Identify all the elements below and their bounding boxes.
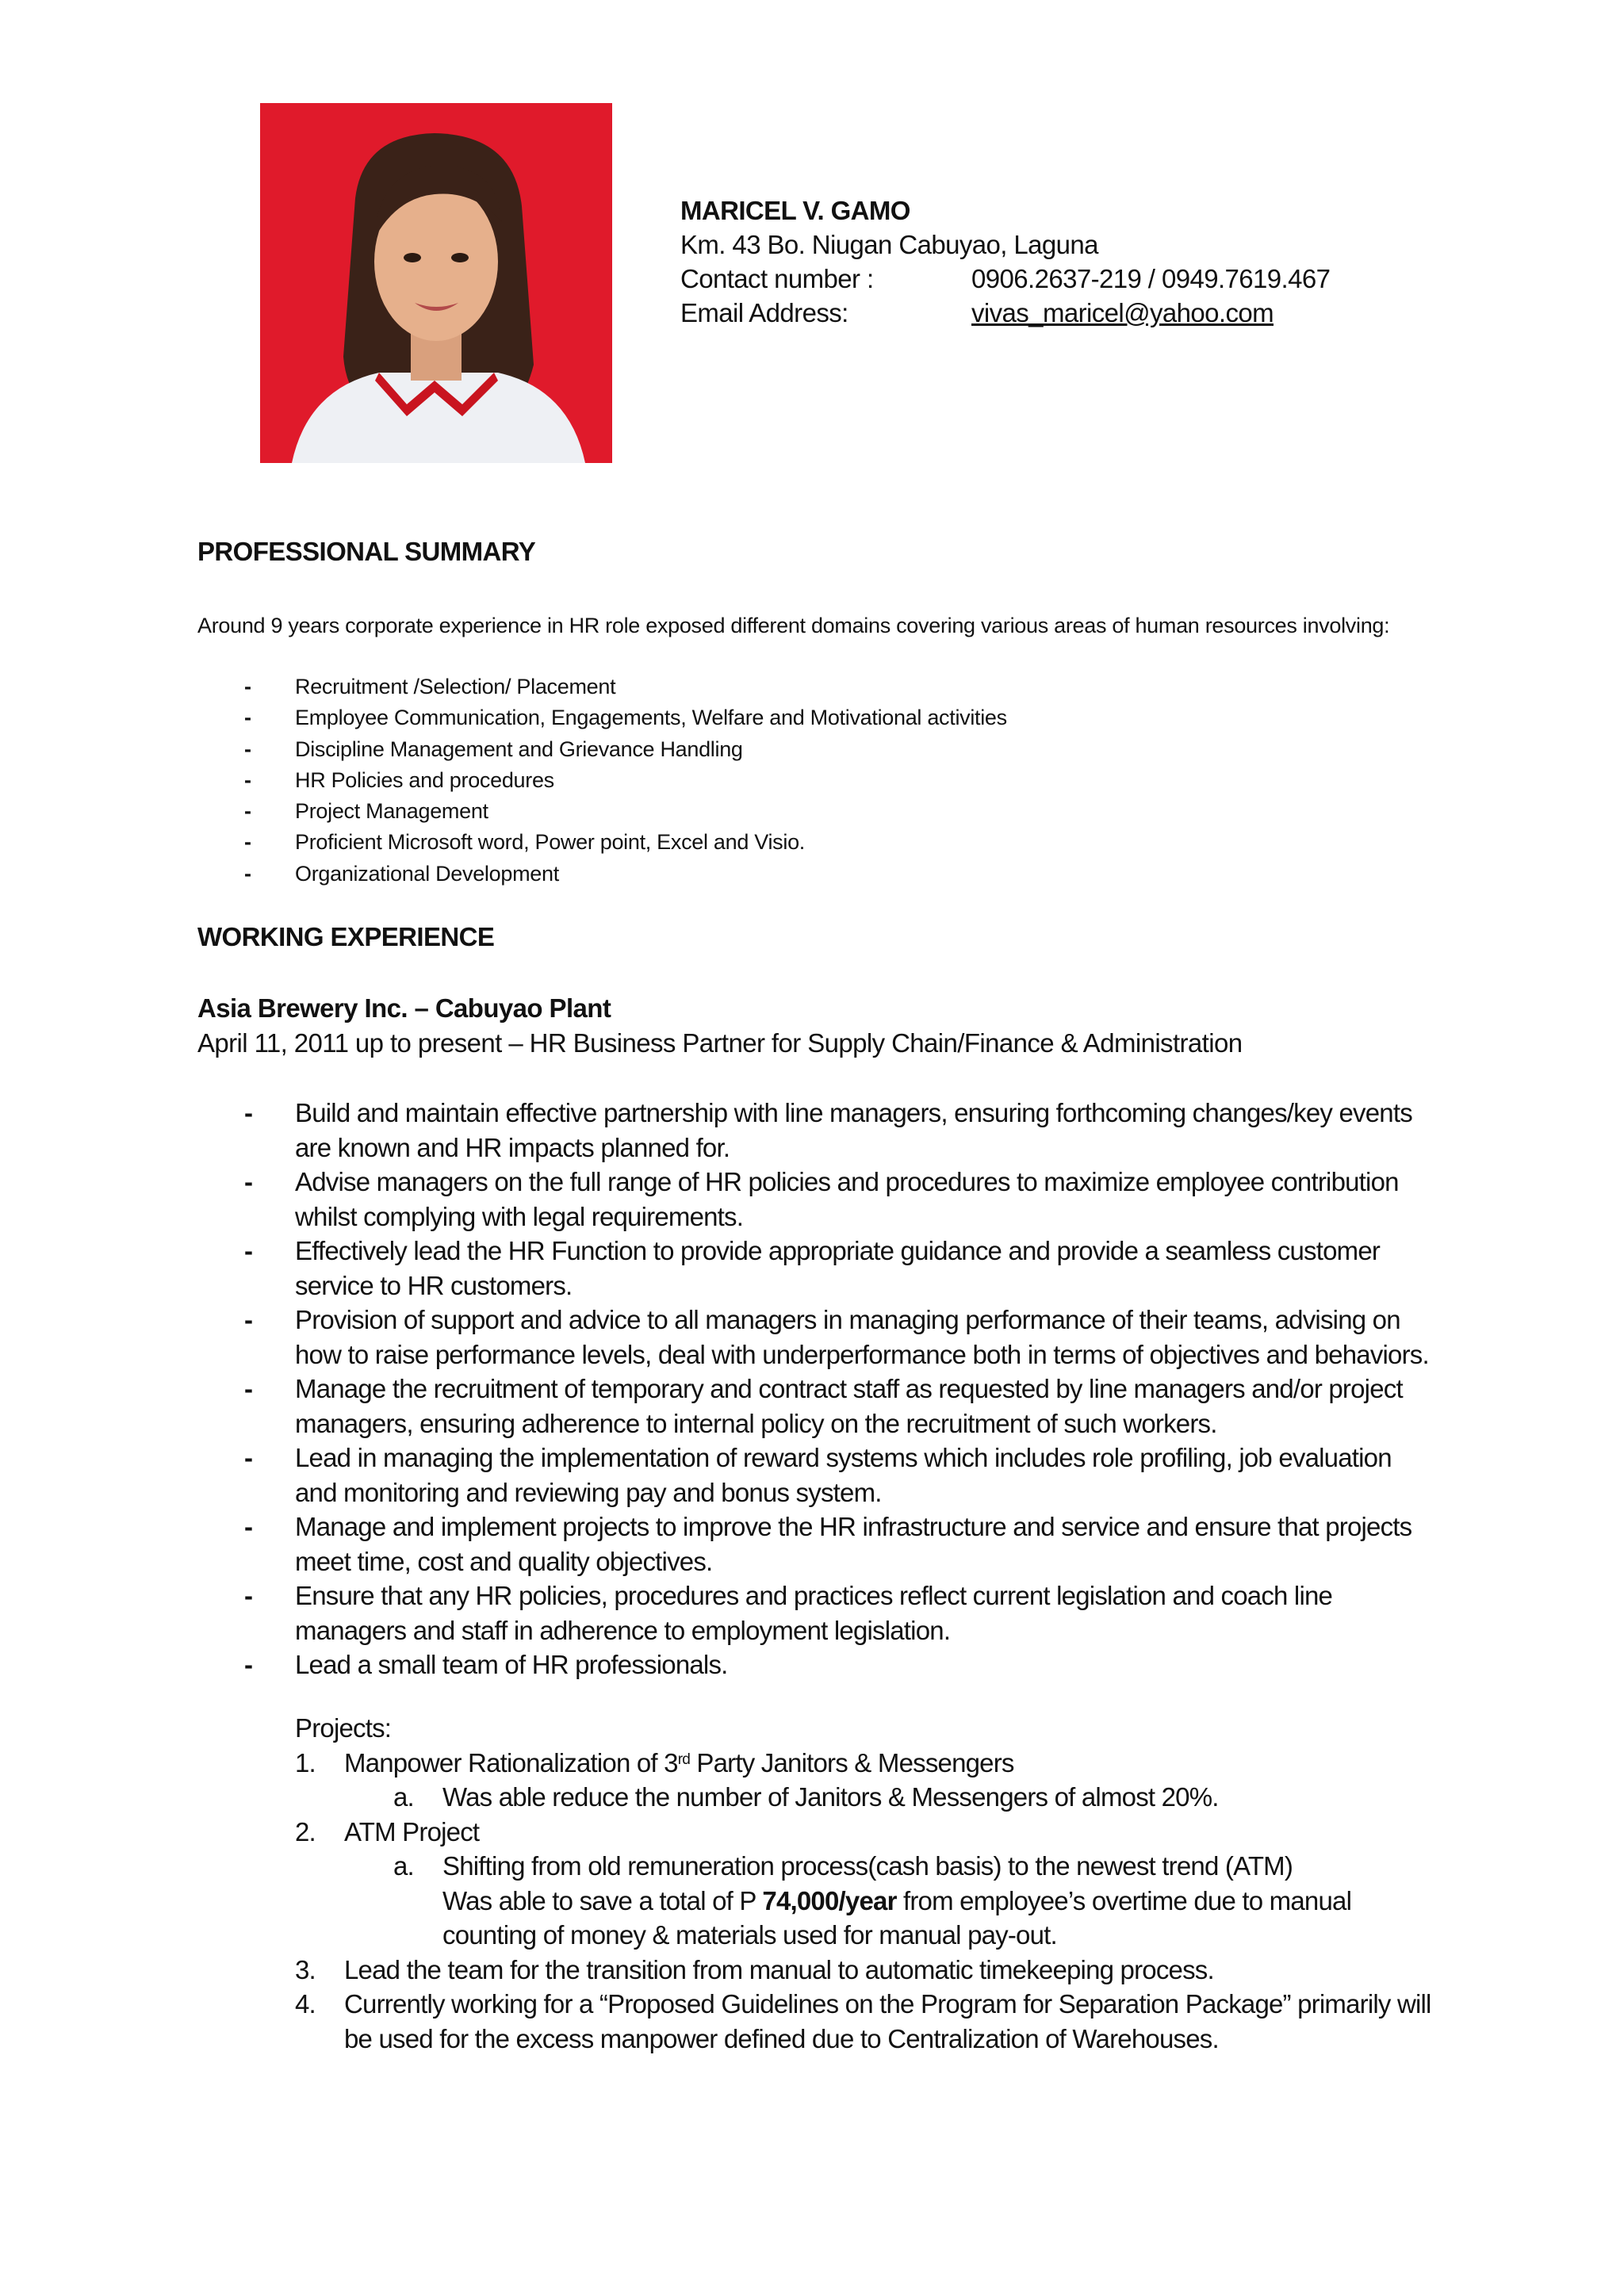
subitem-line2-b: from employee’s overtime due to manual counting of money & materials used for manual pay-out. (442, 1885, 1352, 1950)
duty-text: Lead a small team of HR professionals. (295, 1650, 728, 1679)
duty-item: - Lead a small team of HR professionals. (244, 1647, 1450, 1682)
summary-list (244, 672, 1007, 890)
project-text: Lead the team for the transition from manual to automatic timekeeping process. (344, 1954, 1214, 1984)
candidate-name: MARICEL V. GAMO (680, 196, 910, 225)
subitem-line1: Shifting from old remuneration process(cash basis) to the newest trend (ATM) (442, 1851, 1293, 1881)
email-row (680, 296, 1330, 330)
projects-section (295, 1711, 1453, 2056)
duty-text: Effectively lead the HR Function to provide appropriate guidance and provide a seamless customer service to HR customers. (295, 1236, 1381, 1300)
company-name: Asia Brewery Inc. – Cabuyao Plant (197, 993, 611, 1023)
duty-item: - Ensure that any HR policies, procedures and practices reflect current legislation and coach line managers and staff in adherence to employment legislation. (244, 1578, 1450, 1647)
project-number: 1. (295, 1747, 316, 1777)
email-link[interactable]: vivas_maricel@yahoo.com (971, 298, 1274, 327)
duty-text: Lead in managing the implementation of reward systems which includes role profiling, job evaluation and monitoring and reviewing pay and bonus system. (295, 1443, 1392, 1507)
project-item (295, 1953, 1453, 1988)
duty-item: - Manage the recruitment of temporary and contract staff as requested by line managers and/or project managers, ensuring adherence to internal policy on the recruitment of such workers. (244, 1372, 1450, 1441)
duty-item: - Provision of support and advice to all managers in managing performance of their teams, advising on how to raise performance levels, deal with underperformance both in terms of objectives and behaviors. (244, 1303, 1450, 1372)
list-item-text: Recruitment /Selection/ Placement (295, 675, 616, 698)
list-item-text: Proficient Microsoft word, Power point, Excel and Visio. (295, 830, 805, 855)
contact-label: Contact number : (680, 264, 874, 293)
project-text-a: Manpower Rationalization of 3 (344, 1747, 678, 1777)
projects-label: Projects: (295, 1713, 392, 1743)
duty-item: - Effectively lead the HR Function to provide appropriate guidance and provide a seamless customer service to HR customers. (244, 1234, 1450, 1303)
list-item: - Discipline Management and Grievance Handling (244, 734, 1007, 765)
list-item-text: HR Policies and procedures (295, 767, 554, 792)
duty-text: Manage the recruitment of temporary and contract staff as requested by line managers and/or project managers, ensuring adherence to internal policy on the recruitment of such workers. (295, 1374, 1403, 1438)
project-subitem (344, 1780, 1453, 1815)
job-role: April 11, 2011 up to present – HR Business Partner for Supply Chain/Finance & Administration (197, 1028, 1243, 1058)
list-item: - Recruitment /Selection/ Placement (244, 672, 1007, 702)
duty-item: - Manage and implement projects to improve the HR infrastructure and service and ensure that projects meet time, cost and quality objectives. (244, 1510, 1450, 1578)
profile-photo (260, 103, 612, 463)
duty-item: - Build and maintain effective partnership with line managers, ensuring forthcoming changes/key events are known and HR impacts planned for. (244, 1096, 1450, 1165)
project-number: 3. (295, 1954, 316, 1984)
contact-row (680, 262, 1330, 296)
address: Km. 43 Bo. Niugan Cabuyao, Laguna (680, 230, 1098, 259)
subitem-letter: a. (393, 1782, 414, 1812)
portrait-illustration (260, 103, 612, 463)
list-item: - Project Management (244, 796, 1007, 827)
list-item-text: Employee Communication, Engagements, Welfare and Motivational activities (295, 706, 1007, 730)
summary-heading: PROFESSIONAL SUMMARY (197, 537, 536, 566)
list-item-text: Organizational Development (295, 861, 559, 886)
duty-text: Manage and implement projects to improve the HR infrastructure and service and ensure that projects meet time, cost and quality objectives. (295, 1512, 1412, 1576)
contact-value: 0906.2637-219 / 0949.7619.467 (971, 264, 1331, 293)
list-item-text: Project Management (295, 799, 488, 824)
subitem-text: Was able reduce the number of Janitors & Messengers of almost 20%. (442, 1782, 1219, 1812)
duty-text: Provision of support and advice to all managers in managing performance of their teams, advising on how to raise performance levels, deal with underperformance both in terms of objectives and behaviors. (295, 1305, 1429, 1369)
project-item (295, 1746, 1453, 1781)
project-item (295, 1987, 1453, 2056)
duty-text: Advise managers on the full range of HR policies and procedures to maximize employee contribution whilst complying with legal requirements. (295, 1167, 1399, 1231)
experience-heading: WORKING EXPERIENCE (197, 922, 495, 951)
savings-amount: 74,000/year (762, 1885, 897, 1915)
duty-text: Build and maintain effective partnership with line managers, ensuring forthcoming changes/key events are known and HR impacts planned for. (295, 1098, 1412, 1162)
project-subitem (344, 1849, 1453, 1953)
list-item: - Employee Communication, Engagements, Welfare and Motivational activities (244, 702, 1007, 733)
ordinal-suffix: rd (677, 1751, 691, 1768)
contact-header (680, 193, 1330, 330)
project-number: 2. (295, 1816, 316, 1846)
project-text-b: Party Janitors & Messengers (690, 1747, 1014, 1777)
project-item (295, 1815, 1453, 1850)
subitem-line2-a: Was able to save a total of P (442, 1885, 763, 1915)
project-text: Currently working for a “Proposed Guidelines on the Program for Separation Package” primarily will be used for the excess manpower defined due to Centralization of Warehouses. (344, 1989, 1431, 2053)
list-item: - Proficient Microsoft word, Power point, Excel and Visio. (244, 827, 1007, 858)
summary-intro: Around 9 years corporate experience in HR role exposed different domains covering various areas of human resources involving: (197, 614, 1390, 637)
email-label: Email Address: (680, 298, 848, 327)
project-text: ATM Project (344, 1816, 480, 1846)
duty-item: - Advise managers on the full range of HR policies and procedures to maximize employee contribution whilst complying with legal requirements. (244, 1165, 1450, 1234)
duty-item: - Lead in managing the implementation of reward systems which includes role profiling, job evaluation and monitoring and reviewing pay and bonus system. (244, 1441, 1450, 1510)
list-item-text: Discipline Management and Grievance Handling (295, 737, 743, 761)
project-number: 4. (295, 1989, 316, 2019)
duty-text: Ensure that any HR policies, procedures and practices reflect current legislation and coach line managers and staff in adherence to employment legislation. (295, 1581, 1333, 1645)
duties-list (244, 1096, 1450, 1682)
list-item: - HR Policies and procedures (244, 765, 1007, 796)
subitem-text (442, 1849, 1394, 1953)
project-text (344, 1746, 1438, 1781)
list-item: - Organizational Development (244, 859, 1007, 890)
subitem-letter: a. (393, 1851, 414, 1881)
